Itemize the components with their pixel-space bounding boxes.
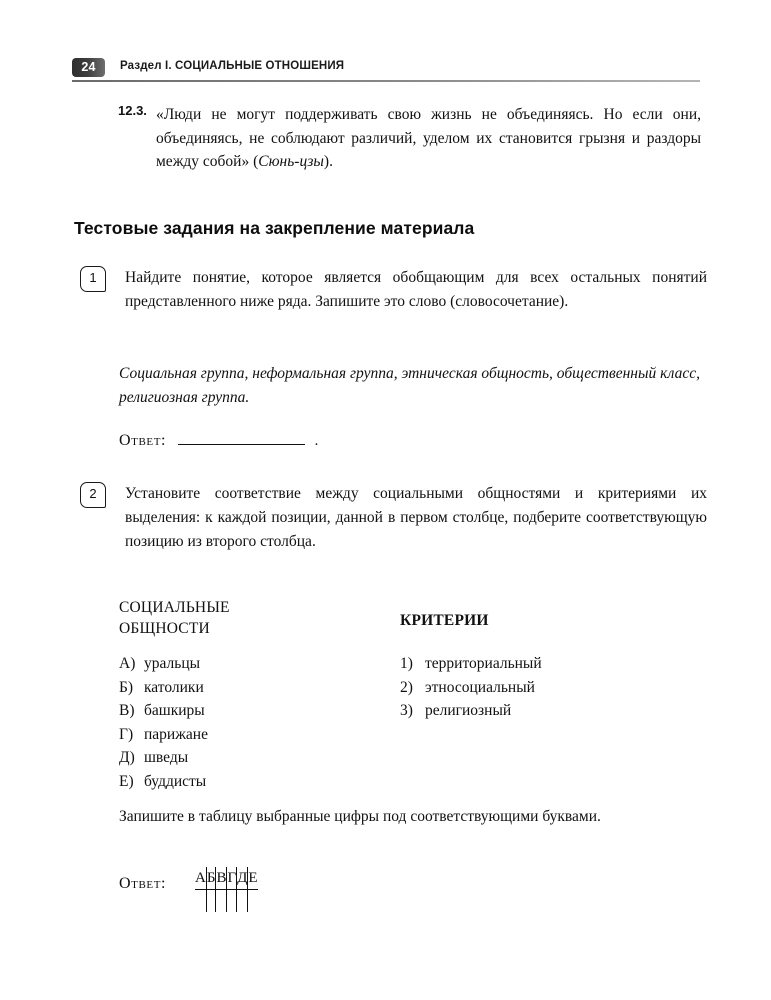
section-title: Раздел I. СОЦИАЛЬНЫЕ ОТНОШЕНИЯ (120, 60, 345, 72)
list-item (119, 699, 369, 723)
page-number-badge: 24 (72, 58, 105, 77)
answer-grid-cell[interactable] (216, 890, 227, 913)
quote-text (156, 103, 701, 174)
task-2-number-box: 2 (80, 482, 106, 508)
list-item-mark: А) (119, 655, 136, 672)
list-item-mark: Г) (119, 725, 134, 743)
list-item (119, 652, 369, 676)
answer-grid-letter: А (195, 867, 207, 890)
list-item-label: башкиры (144, 702, 205, 719)
answer-grid-cell[interactable] (206, 890, 216, 913)
list-item (119, 746, 369, 770)
left-column-heading-line2: ОБЩНОСТИ (119, 620, 210, 637)
answer-grid-letter: Е (248, 867, 258, 890)
list-item-label: этносоциальный (425, 678, 535, 696)
header-divider (72, 80, 700, 82)
section-heading: Тестовые задания на закрепление материала (74, 218, 475, 238)
answer-grid-letter: Г (227, 867, 237, 890)
task-1-answer-label: Ответ: (119, 432, 167, 449)
list-item-label: уральцы (144, 655, 201, 672)
list-item-mark: 2) (400, 678, 413, 696)
answer-grid-letter: Б (206, 867, 216, 890)
task-1 (80, 266, 707, 314)
list-item-mark: 3) (400, 702, 413, 719)
quote-body: «Люди не могут поддерживать свою жизнь не объединяясь. Но если они, объединяясь, не соблюдают различий, уделом их становится грызня и раздоры между собой» ( (156, 106, 701, 170)
task-1-answer-blank[interactable] (178, 431, 305, 445)
running-header (72, 58, 700, 80)
list-item (119, 770, 369, 794)
task-2 (80, 482, 707, 554)
list-item (119, 676, 369, 700)
answer-grid-cell[interactable] (227, 890, 237, 913)
task-1-answer-line (119, 431, 318, 450)
left-column-heading-line1: СОЦИАЛЬНЫЕ (119, 599, 230, 616)
task-2-answer-label: Ответ: (119, 875, 167, 892)
list-item-label: территориальный (425, 655, 542, 672)
list-item-label: парижане (144, 725, 208, 743)
task-1-number-box: 1 (80, 266, 106, 292)
answer-grid-cell[interactable] (237, 890, 248, 913)
table-row-answers (195, 890, 259, 913)
list-item-label: буддисты (144, 772, 207, 790)
list-item-mark: Б) (119, 678, 134, 696)
list-item (400, 699, 700, 723)
answer-grid-cell[interactable] (195, 890, 207, 913)
list-item-mark: 1) (400, 655, 413, 672)
list-item-mark: Д) (119, 749, 135, 766)
task-2-instruction: Запишите в таблицу выбранные цифры под соответствующими буквами. (119, 808, 601, 825)
right-match-list (400, 652, 700, 723)
answer-grid-cell[interactable] (248, 890, 258, 913)
answer-grid-table (194, 866, 259, 913)
list-item-mark: Е) (119, 772, 134, 790)
quote-block-12-3 (118, 103, 701, 174)
task-1-text: Найдите понятие, которое является обобщающим для всех остальных понятий представленного ниже ряда. Запишите это слово (словосочетание). (125, 269, 707, 310)
quote-attribution: Сюнь-цзы (258, 153, 324, 170)
table-row-letters (195, 867, 259, 890)
left-column-heading (119, 597, 230, 639)
quote-text-tail: ). (323, 153, 333, 170)
list-item-label: шведы (144, 749, 189, 766)
task-2-text: Установите соответствие между социальными общностями и критериями их выделения: к каждой позиции, данной в первом столбце, подберите соответствующую позицию из второго столбца. (125, 485, 707, 550)
list-item (400, 652, 700, 676)
list-item-label: католики (144, 678, 204, 696)
list-item (119, 723, 369, 747)
task-1-answer-period: . (314, 433, 319, 449)
list-item (400, 676, 700, 700)
left-match-list (119, 652, 369, 793)
list-item-label: религиозный (425, 702, 512, 719)
list-item-mark: В) (119, 702, 135, 719)
right-column-heading: КРИТЕРИИ (400, 612, 489, 629)
answer-grid-letter: Д (237, 867, 248, 890)
quote-number: 12.3. (118, 103, 147, 118)
answer-grid-letter: В (216, 867, 227, 890)
task-1-term-list: Социальная группа, неформальная группа, этническая общность, общественный класс, религиозная группа. (119, 365, 700, 406)
